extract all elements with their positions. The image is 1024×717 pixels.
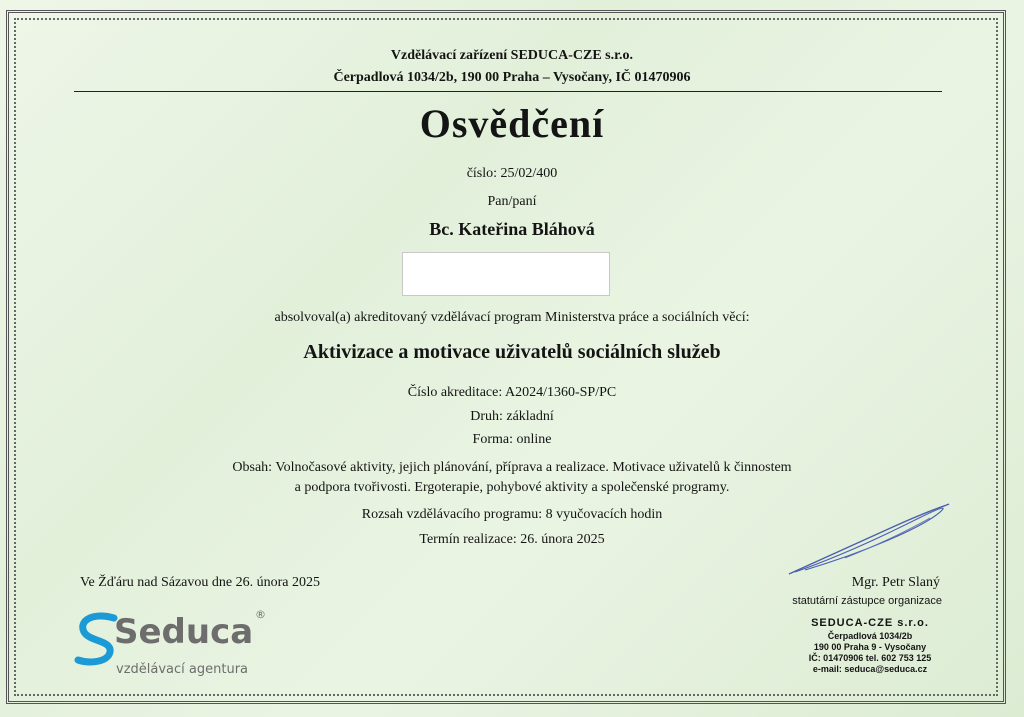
salutation: Pan/paní [487,194,537,209]
stamp-ids: IČ: 01470906 tel. 602 753 125 [808,653,932,663]
content-line-2: a podpora tvořivosti. Ergoterapie, pohybové aktivity a společenské programy. [294,480,730,495]
header-divider [74,91,942,92]
logo-wordmark: Seduca [114,612,254,652]
recipient-name: Bc. Kateřina Bláhová [429,219,595,239]
signatory-name: Mgr. Petr Slaný [851,575,940,590]
certificate-number: číslo: 25/02/400 [466,166,558,181]
logo-registered-mark: ® [255,608,266,621]
company-stamp [800,618,940,675]
accreditation-number: Číslo akreditace: A2024/1360-SP/PC [407,385,617,400]
program-type: Druh: základní [470,409,554,424]
completed-statement: absolvoval(a) akreditovaný vzdělávací program Ministerstva práce a sociálních věcí: [274,310,750,325]
logo-tagline: vzdělávací agentura [116,662,248,677]
certificate-title: Osvědčení [419,101,605,146]
program-name: Aktivizace a motivace uživatelů sociálních služeb [303,341,721,363]
program-form: Forma: online [472,432,552,447]
program-content [0,458,1024,498]
content-line-1: Obsah: Volnočasové aktivity, jejich plánování, příprava a realizace. Motivace uživatelů k činnostem [232,460,792,475]
signature-image [785,500,955,580]
header-address: Čerpadlová 1034/2b, 190 00 Praha – Vysočany, IČ 01470906 [333,70,691,85]
signatory-role: statutární zástupce organizace [792,595,942,607]
realization-date: Termín realizace: 26. února 2025 [419,532,605,547]
header-institution: Vzdělávací zařízení SEDUCA-CZE s.r.o. [390,48,634,63]
stamp-company: SEDUCA-CZE s.r.o. [811,617,929,629]
stamp-email: e-mail: seduca@seduca.cz [812,664,928,674]
redacted-box [402,252,610,296]
stamp-city: 190 00 Praha 9 - Vysočany [813,642,927,652]
program-scope: Rozsah vzdělávacího programu: 8 vyučovacích hodin [361,507,663,522]
stamp-street: Čerpadlová 1034/2b [827,631,913,641]
place-and-date: Ve Žďáru nad Sázavou dne 26. února 2025 [80,575,320,590]
